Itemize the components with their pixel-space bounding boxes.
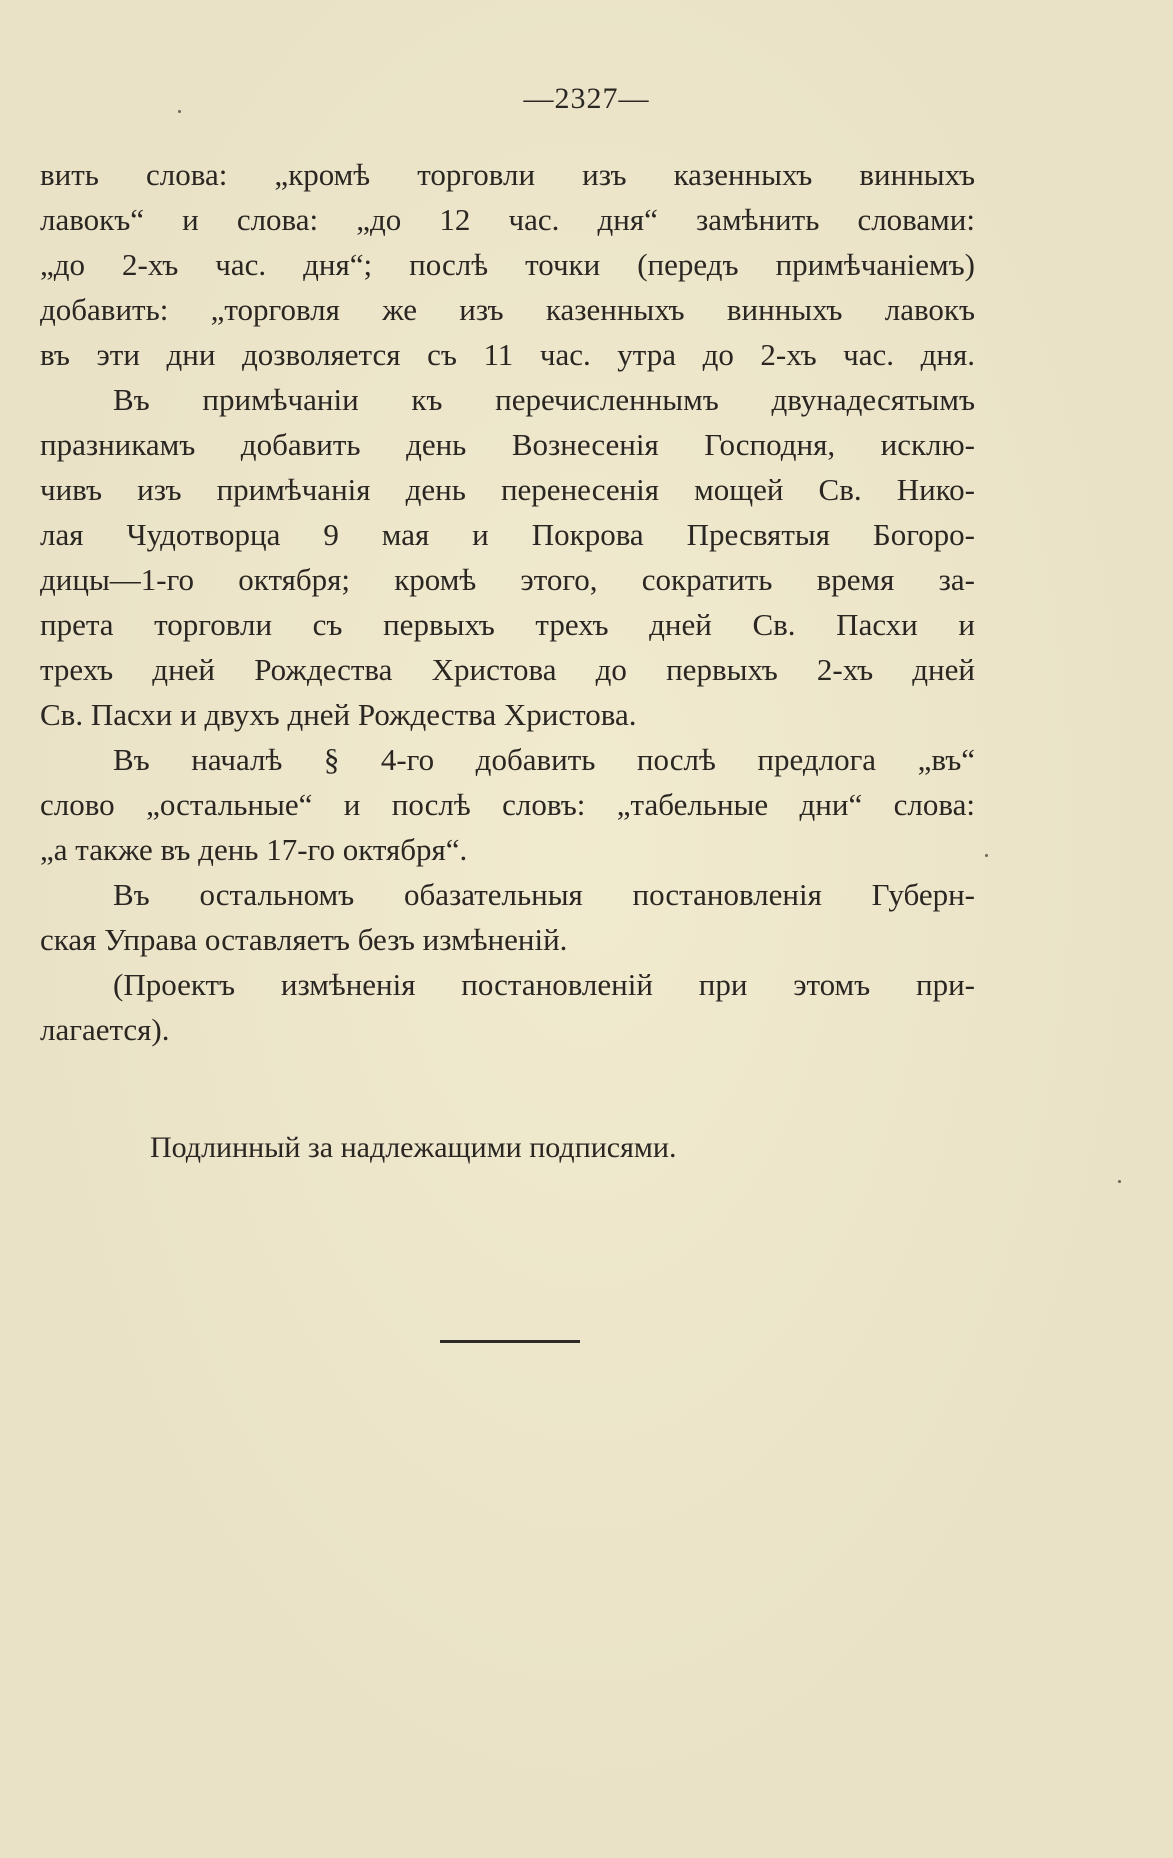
text-line: дицы—1-го октября; кромѣ этого, сократить время за- bbox=[40, 562, 975, 597]
text-line: вить слова: „кромѣ торговли изъ казенныхъ винныхъ bbox=[40, 157, 975, 192]
text-line: чивъ изъ примѣчанія день перенесенія мощей Св. Нико- bbox=[40, 472, 975, 507]
text-line: Въ началѣ § 4-го добавить послѣ предлога „въ“ bbox=[113, 742, 975, 777]
text-line: „до 2-хъ час. дня“; послѣ точки (передъ примѣчаніемъ) bbox=[40, 247, 975, 282]
text-line: лагается). bbox=[40, 1012, 170, 1047]
text-line: Въ остальномъ обазательныя постановленія Губерн- bbox=[113, 877, 975, 912]
text-line: празникамъ добавить день Вознесенія Господня, исклю- bbox=[40, 427, 975, 462]
text-line: (Проектъ измѣненія постановленій при этомъ при- bbox=[113, 967, 975, 1002]
print-speck bbox=[1118, 1180, 1121, 1183]
text-line: лавокъ“ и слова: „до 12 час. дня“ замѣнить словами: bbox=[40, 202, 975, 237]
signature-line: Подлинный за надлежащими подписями. bbox=[150, 1131, 677, 1164]
text-line: въ эти дни дозволяется съ 11 час. утра до 2-хъ час. дня. bbox=[40, 337, 975, 372]
text-line: добавить: „торговля же изъ казенныхъ винныхъ лавокъ bbox=[40, 292, 975, 327]
text-line: ская Управа оставляетъ безъ измѣненій. bbox=[40, 922, 568, 957]
text-line: прета торговли съ первыхъ трехъ дней Св. Пасхи и bbox=[40, 607, 975, 642]
closing-rule bbox=[440, 1340, 580, 1343]
page-number: —2327— bbox=[523, 82, 650, 115]
text-line: трехъ дней Рождества Христова до первыхъ 2-хъ дней bbox=[40, 652, 975, 687]
print-speck bbox=[985, 854, 988, 857]
text-line: Св. Пасхи и двухъ дней Рождества Христова. bbox=[40, 697, 637, 732]
body-text bbox=[40, 152, 975, 1052]
text-line: „а также въ день 17-го октября“. bbox=[40, 832, 468, 867]
text-line: слово „остальные“ и послѣ словъ: „табельные дни“ слова: bbox=[40, 787, 975, 822]
text-line: Въ примѣчаніи къ перечисленнымъ двунадесятымъ bbox=[113, 382, 975, 417]
text-line: лая Чудотворца 9 мая и Покрова Пресвятыя Богоро- bbox=[40, 517, 975, 552]
